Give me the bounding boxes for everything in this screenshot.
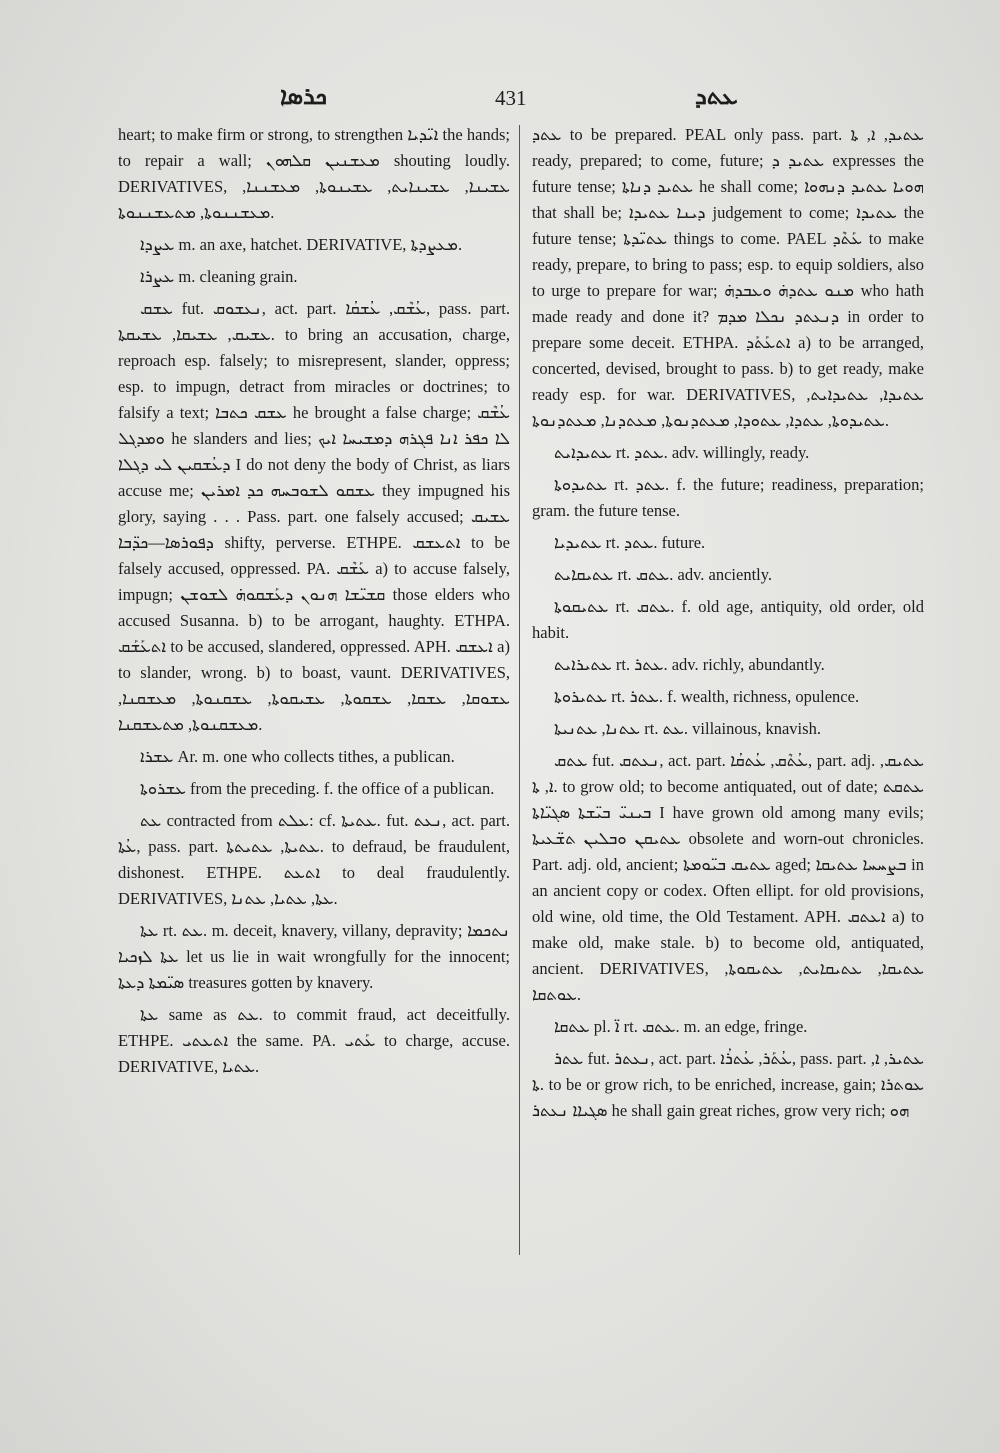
- page-header: [110, 80, 910, 120]
- dictionary-entry: ܥܬܝܕܝܐ rt. ܥܬܕ. future.: [554, 533, 706, 552]
- dictionary-entry: ܥܬܝܩܘܬܐ rt. ܥܬܩ. f. old age, antiquity, old order, old habit.: [532, 597, 924, 642]
- dictionary-entry: ܥܬܐ same as ܥܬ. to commit fraud, act deceitfully. ETHPE. ܐܬܥܬܝ the same. PA. ܥܰܬܝ to charge, accuse. DERIVATIVE, ܥܬܝܐ.: [118, 1005, 510, 1076]
- dictionary-entry: ܥܫܪܐ Ar. m. one who collects tithes, a publican.: [140, 747, 455, 766]
- dictionary-entry: ܥܬܝܪܐܝܬ rt. ܥܬܪ. adv. richly, abundantly.: [554, 655, 825, 674]
- dictionary-entry: ܥܬ contracted from ܥܠܬ: cf. ܥܬܝܬܐ. fut. ܢܥܬ, act. part. ܥܳܬܐ, pass. part. ܥܬܝܬܐ, ܥܬܝܬܬܐ. to defraud, be fraudulent, dishonest. ETHPE. ܐܬܥܬ to deal fraudulently. DERIVATIVES, ܥܬܐ, ܥܬܝܐ, ܥܬܢܐ.: [118, 811, 511, 908]
- dictionary-entry: ܥܬܝܪܘܬܐ rt. ܥܬܪ. f. wealth, richness, opulence.: [554, 687, 860, 706]
- dictionary-entry: ܥܬܩܐ pl. ܐ̈ rt. ܥܬܩ. m. an edge, fringe.: [554, 1017, 808, 1036]
- dictionary-entry: ܥܬܢܐ, ܥܬܢܝܬܐ rt. ܥܬ. villainous, knavish.: [554, 719, 821, 738]
- right-column: [532, 122, 924, 1130]
- dictionary-entry: ܥܬܕ to be prepared. PEAL only pass. part. ܥܬܝܕ, ܐ, ܬܐ ready, prepared; to come, future; ܥܬܝܕ ܕ expresses the future tense; ܥܬܝܕ ܕܢܐܬܐ he shall come; ܗܘܝܐ ܥܬܝܕ ܕܢܗܘܐ that shall be; ܕܝܢܐ ܥܬܝܕܐ judgement to come; ܥܬܝܕܐ the future tense; ܥܬܝ̈ܕܬܐ things to come. PAEL ܥܰܬܶܕ to make ready, prepare, to bring to pass; esp. to equip soldiers, also to urge to prepare for war; ܡܢܘ ܥܬܕܗ̇ ܘܥܒܕܗ̇ who hath made ready and done it? ܕܢܥܬܕ ܢܟܠܐ ܡܕܡ in order to prepare some deceit. ETHPA. ܐܬܥܰܬܰܕ a) to be arranged, concerted, devised, brought to pass. b) to get ready, make ready esp. for war. DERIVATIVES, ܥܬܝܕܐ, ܥܬܝܕܐܝܬ, ܥܬܝܕܘܬܐ, ܥܬܕܐ, ܥܬܘܕܐ, ܡܥܬܕܢܘܬܐ, ܡܥܬܕܢܐ, ܡܥܬܕܢܘܬܐ.: [532, 125, 924, 430]
- dictionary-entry: ܥܬܝܕܘܬܐ rt. ܥܬܕ. f. the future; readiness, preparation; gram. the future tense.: [532, 475, 924, 520]
- left-column: [118, 122, 510, 1086]
- page-number: 431: [495, 86, 527, 110]
- dictionary-entry: ܥܬܝܕܐܝܬ rt. ܥܬܕ. adv. willingly, ready.: [554, 443, 810, 462]
- dictionary-entry: ܥܫܪܘܬܐ from the preceding. f. the office of a publican.: [140, 779, 495, 798]
- dictionary-entry: ܥܬܐ rt. ܥܬ. m. deceit, knavery, villany, depravity; ܢܬܟܡܐ ܥܬܐ ܠܙܟܝܐ let us lie in wait wrongfully for the innocent; ܣܝ̈ܡܬܐ ܕܥܬܐ treasures gotten by knavery.: [118, 921, 510, 992]
- dictionary-entry: ܥܨܪܐ m. cleaning grain.: [140, 267, 298, 286]
- dictionary-entry: heart; to make firm or strong, to strengthen ܐܝ̈ܕܝܐ the hands; to repair a wall; ܡܥܫܢܝܢ ܩܠܗܘܢ shouting loudly. DERIVATIVES, ܥܫܝܢܐ, ܥܫܝܢܐܝܬ, ܥܫܝܢܘܬܐ, ܡܥܫܢܢܐ, ܡܥܫܢܢܘܬܐ, ܡܬܥܫܢܢܘܬܐ.: [118, 125, 510, 222]
- dictionary-entry: ܥܬܪ fut. ܢܥܬܪ, act. part. ܥܳܬܰܪ, ܥܳܬܪܳܐ, pass. part. ܥܬܝܪ, ܐ, ܬܐ. to be or grow rich, to be enriched, increase, gain; ܥܘܬܪܐ ܣܓܝܐܐ ܢܥܬܪ he shall gain great riches, grow very rich; ܗܘ: [532, 1049, 924, 1120]
- header-right-word: ܥܬܕ: [695, 84, 738, 110]
- dictionary-entry: ܥܫܩ fut. ܢܥܫܘܩ, act. part. ܥܳܫܶܩ, ܥܳܫܩܳܐ, pass. part. ܥܫܝܩ, ܥܫܝܩܐ, ܥܫܝܩܬܐ. to bring an accusation, charge, reproach esp. falsely; to misrepresent, slander, oppress; esp. to impugn, detract from miracles or doctrines; to falsify a text; ܥܫܩ ܟܬܒܐ he brought a false charge; ܥܳܫܶܩ ܘܡܕܓܠ he slanders and lies; ܠܐ ܟܦܪ ܐܢܐ ܦܓܪܗ ܕܡܫܝܚܐ ܐܝܟ ܕܥܳܫܩܝܢ ܠܝ ܕܓܠܐ I do not deny the body of Christ, as liars accuse me; ܥܫܩܘ ܠܫܘܒܚܗ ܟܕ ܐܡܪܝܢ they impugned his glory, saying . . . Pass. part. one falsely accused; ܥܫܝܩ ܕܦܘܪܣܐ—ܟܕ̈ܒܐ shifty, perverse. ETHPE. ܐܬܥܫܩ to be falsely accused, oppressed. PA. ܥܰܫܶܩ a) to accuse falsely, impugn; ܩܫܝ̈ܫܐ ܗܢܘܢ ܕܥܰܫܩܘܗ̇ ܠܫܘܫܢ those elders who accused Susanna. b) to be arrogant, haughty. ETHPA. ܐܬܥܰܫܰܩ to be accused, slandered, oppressed. APH. ܐܥܫܩ a) to slander, wrong. b) to boast, vaunt. DERIVATIVES, ܥܫܘܩܐ, ܥܫܩܐ, ܥܫܩܘܬܐ, ܥܫܝܩܘܬܐ, ܥܫܩܢܘܬܐ, ܡܥܫܩܢܐ, ܡܥܫܩܢܘܬܐ, ܡܬܥܫܩܢܐ.: [118, 299, 511, 734]
- header-left-word: ܟܪܣܐ: [280, 84, 327, 110]
- dictionary-entry: ܥܨܕܐ m. an axe, hatchet. DERIVATIVE, ܡܥܨܕܬܐ.: [140, 235, 463, 254]
- column-divider: [519, 125, 520, 1255]
- dictionary-entry: ܥܬܝܩܐܝܬ rt. ܥܬܩ. adv. anciently.: [554, 565, 773, 584]
- dictionary-entry: ܥܬܩ fut. ܢܥܬܩ, act. part. ܥܳܬܶܩ, ܥܳܬܩܳܐ, part. adj. ܥܬܝܩ, ܐ, ܬܐ. to grow old; to become antiquated, out of date; ܥܬܩܬ ܒܝܢܝ̈ ܒܝ̈ܫܬܐ ܣܓܝ̈ܐܬܐ I have grown old among many evils; ܥܬܝܩܢ ܘܒܠܝܢ ܬܫ̈ܥܝܬܐ obsolete and worn-out chronicles. Part. adj. old, ancient; ܥܬܝܩ ܒܝ̈ܘܡܬܐ aged; ܒܨܚܚܐ ܥܬܝܩܐ in an ancient copy or codex. Often ellipt. for old provisions, old wine, old time, the Old Testament. APH. ܐܥܬܩ a) to make old, make stale. b) to become old, antiquated, ancient. DERIVATIVES, ܥܬܝܩܐ, ܥܬܝܩܐܝܬ, ܥܬܝܩܘܬܐ, ܥܘܬܩܐ.: [532, 751, 925, 1004]
